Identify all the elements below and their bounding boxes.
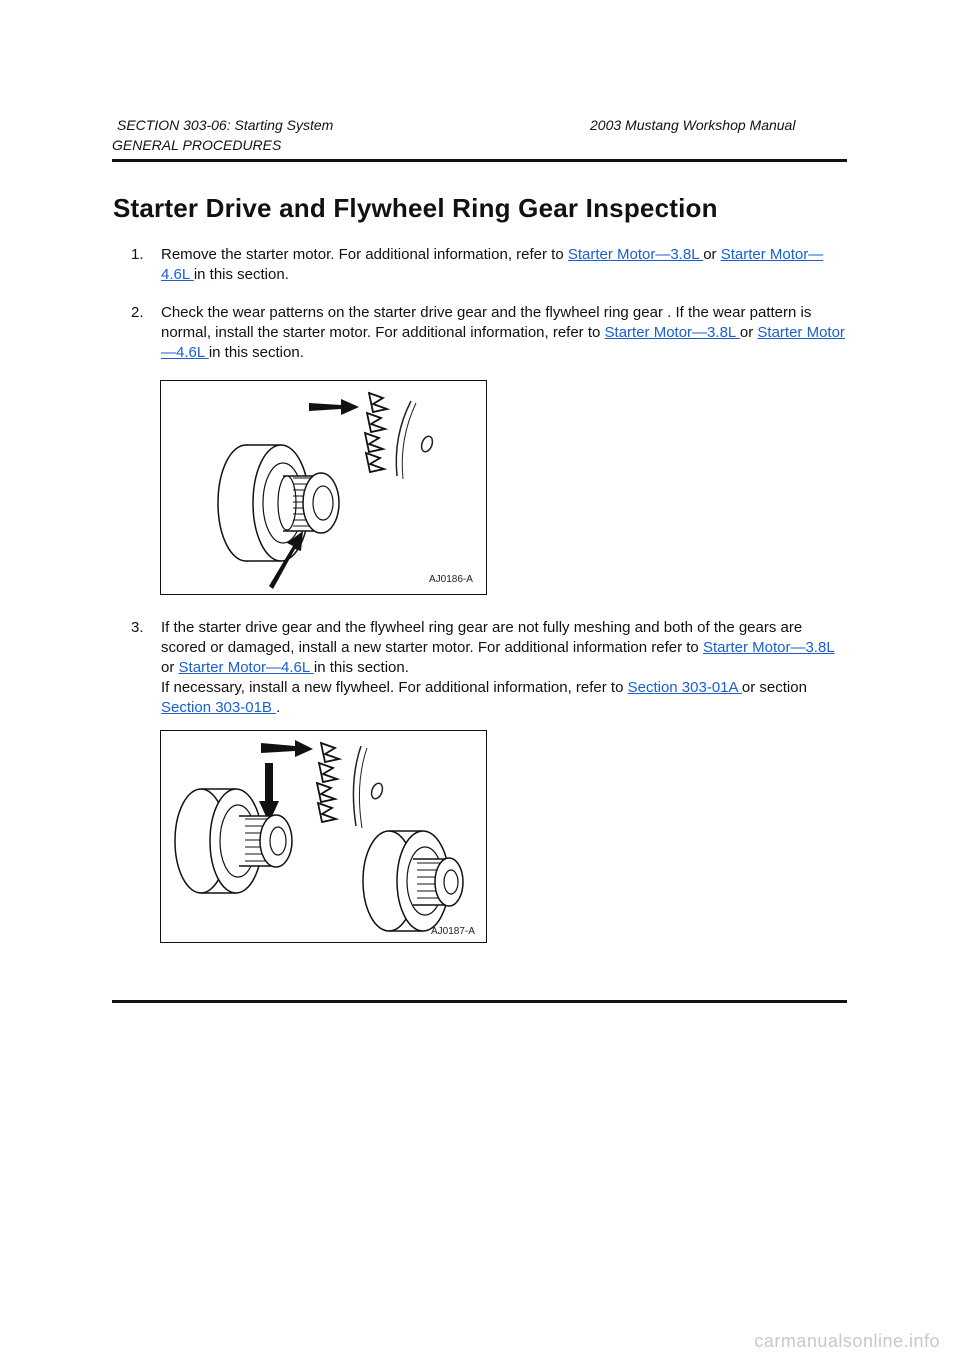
starter-drive-illustration xyxy=(161,381,486,594)
link-starter-motor-3-8l[interactable]: Starter Motor—3.8L xyxy=(567,246,704,263)
step-text: Remove the starter motor. For additional information, refer to Starter Motor—3.8L or Starter Motor—4.6L in this section. xyxy=(161,246,824,283)
header-subsection: GENERAL PROCEDURES xyxy=(112,137,282,153)
footer-rule xyxy=(112,1000,847,1003)
link-section-303-01b[interactable]: Section 303-01B xyxy=(161,699,277,716)
step-number: 3. xyxy=(131,619,144,636)
figure-starter-drive-wear-pattern xyxy=(160,380,487,595)
step-1 xyxy=(131,245,851,285)
link-starter-motor-4-6l[interactable]: Starter Motor—4.6L xyxy=(161,246,824,283)
step-text: If the starter drive gear and the flywheel ring gear are not fully meshing and both of the gears are scored or damaged, install a new starter motor. For additional information refer to Starter Motor—3.8L or Starter Motor—4.6L in this section. If necessary, install a new flywheel. For additional information, refer to Section 303-01A or section Section 303-01B . xyxy=(161,619,835,716)
figure-damaged-gears xyxy=(160,730,487,943)
figure-label: AJ0187-A xyxy=(431,926,475,937)
link-section-303-01a[interactable]: Section 303-01A xyxy=(627,679,742,696)
header-section: SECTION 303-06: Starting System xyxy=(117,117,334,133)
watermark: carmanualsonline.info xyxy=(754,1331,940,1351)
page-title: Starter Drive and Flywheel Ring Gear Inspection xyxy=(113,193,718,223)
damaged-gears-illustration xyxy=(161,731,486,942)
step-3 xyxy=(131,618,851,718)
step-2 xyxy=(131,303,851,363)
link-starter-motor-4-6l[interactable]: Starter Motor—4.6L xyxy=(178,659,314,676)
figure-label: AJ0186-A xyxy=(429,574,473,585)
link-starter-motor-3-8l[interactable]: Starter Motor—3.8L xyxy=(702,639,835,656)
link-starter-motor-4-6l[interactable]: Starter Motor—4.6L xyxy=(161,324,845,361)
step-text: Check the wear patterns on the starter drive gear and the flywheel ring gear . If the wear pattern is normal, install the starter motor. For additional information, refer to Starter Motor—3.8L or Starter Motor—4.6L in this section. xyxy=(161,304,845,361)
link-starter-motor-3-8l[interactable]: Starter Motor—3.8L xyxy=(604,324,740,341)
header-manual: 2003 Mustang Workshop Manual xyxy=(590,117,796,133)
header-rule xyxy=(112,159,847,162)
step-number: 1. xyxy=(131,246,144,263)
step-number: 2. xyxy=(131,304,144,321)
